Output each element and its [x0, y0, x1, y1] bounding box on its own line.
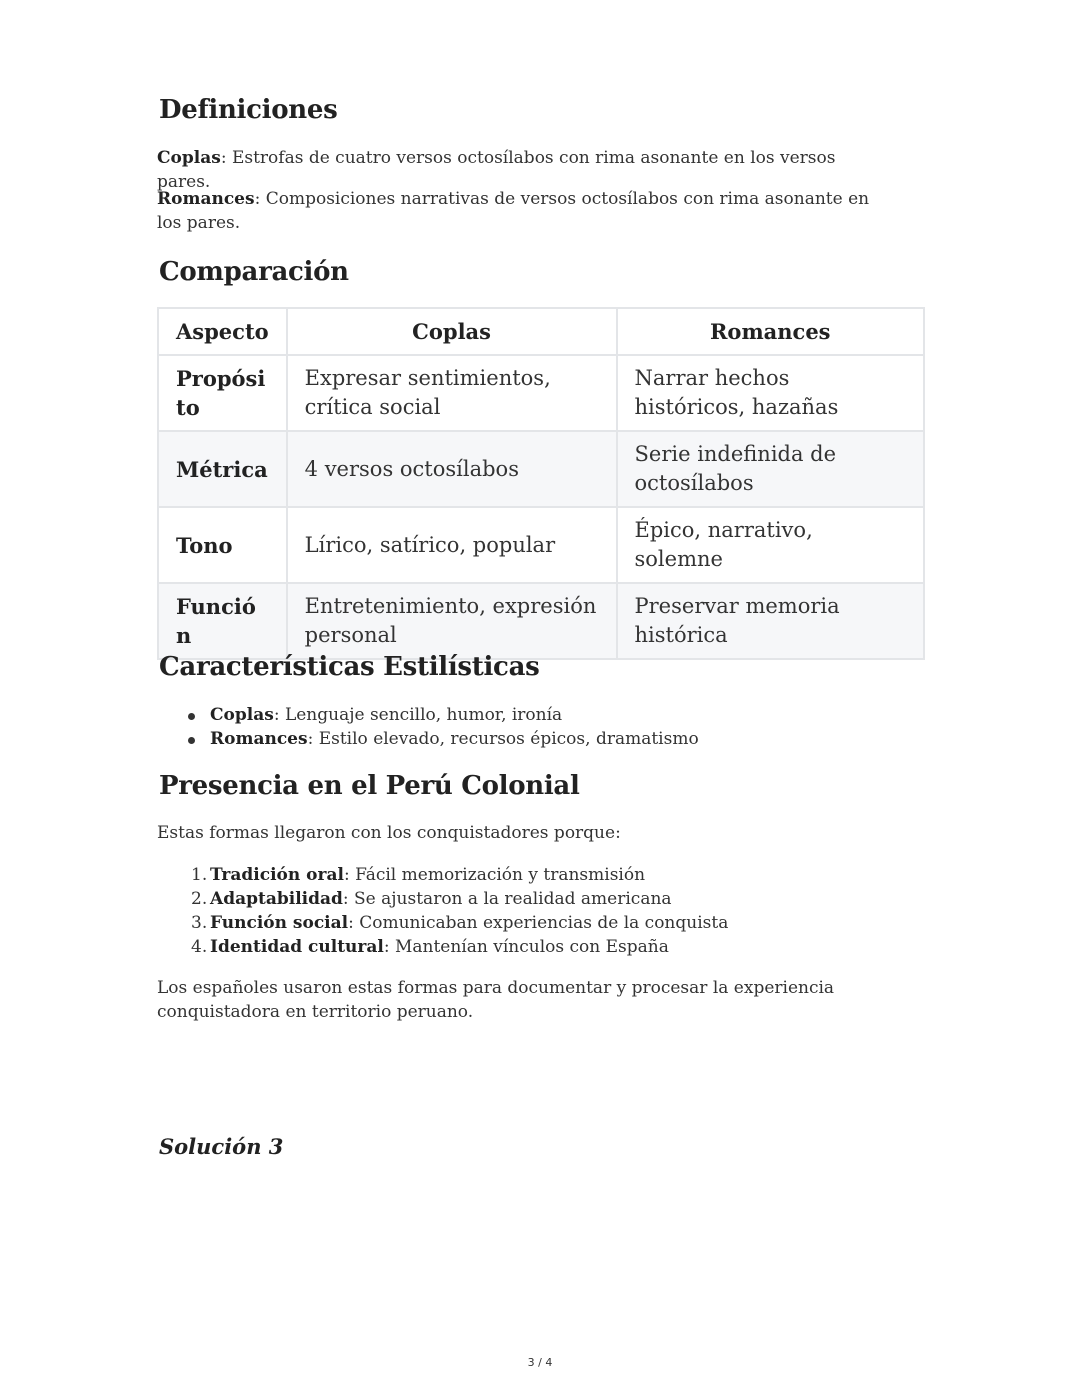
list-item-text: : Estilo elevado, recursos épicos, dramatismo — [307, 729, 699, 749]
stylistic-list — [157, 703, 699, 751]
list-item-term: Función social — [210, 913, 349, 933]
definitions-heading: Definiciones — [159, 95, 338, 125]
table-cell: Preservar memoria histórica — [617, 583, 924, 659]
table-cell: Entretenimiento, expresión personal — [287, 583, 617, 659]
colonial-heading: Presencia en el Perú Colonial — [159, 771, 580, 801]
list-item-text: : Lenguaje sencillo, humor, ironía — [273, 705, 563, 725]
table-cell-aspect: Tono — [158, 507, 287, 583]
page-number: 3 / 4 — [527, 1356, 553, 1369]
table-cell-aspect: Función — [158, 583, 287, 659]
list-item-term: Identidad cultural — [210, 937, 384, 957]
stylistic-heading: Características Estilísticas — [159, 652, 540, 682]
list-item-text: : Comunicaban experiencias de la conquista — [348, 913, 729, 933]
list-item-number: 4. — [191, 937, 208, 957]
list-item-text: : Fácil memorización y transmisión — [343, 865, 646, 885]
table-header: Coplas — [287, 308, 617, 355]
list-item — [157, 911, 728, 935]
romances-term: Romances — [157, 189, 255, 209]
list-item-term: Coplas — [210, 705, 274, 725]
table-cell: Épico, narrativo, solemne — [617, 507, 924, 583]
list-item — [157, 935, 728, 959]
solution-label: Solución 3 — [159, 1134, 284, 1159]
list-item-number: 1. — [191, 865, 208, 885]
table-cell: Narrar hechos históricos, hazañas — [617, 355, 924, 431]
table-cell-aspect: Propósito — [158, 355, 287, 431]
romances-definition — [157, 187, 887, 235]
table-header: Aspecto — [158, 308, 287, 355]
comparison-table — [157, 307, 925, 660]
table-cell: Lírico, satírico, popular — [287, 507, 617, 583]
table-cell: Serie indefinida de octosílabos — [617, 431, 924, 507]
list-item-number: 2. — [191, 889, 208, 909]
table-header: Romances — [617, 308, 924, 355]
list-item-text: : Se ajustaron a la realidad americana — [342, 889, 672, 909]
table-row — [158, 583, 924, 659]
comparison-heading: Comparación — [159, 257, 349, 287]
list-item — [157, 727, 699, 751]
colonial-intro: Estas formas llegaron con los conquistadores porque: — [157, 823, 621, 843]
table-cell-aspect: Métrica — [158, 431, 287, 507]
list-item-text: : Mantenían vínculos con España — [383, 937, 669, 957]
coplas-text: : Estrofas de cuatro versos octosílabos con rima asonante en los versos pares. — [157, 148, 836, 192]
coplas-term: Coplas — [157, 148, 221, 168]
list-item-term: Romances — [210, 729, 308, 749]
list-item-term: Tradición oral — [210, 865, 344, 885]
colonial-list — [157, 863, 728, 959]
list-item-number: 3. — [191, 913, 208, 933]
list-item — [157, 887, 728, 911]
table-cell: 4 versos octosílabos — [287, 431, 617, 507]
list-item — [157, 863, 728, 887]
table-cell: Expresar sentimientos, crítica social — [287, 355, 617, 431]
list-item — [157, 703, 699, 727]
table-header-row — [158, 308, 924, 355]
colonial-closing: Los españoles usaron estas formas para documentar y procesar la experiencia conquistadora en territorio peruano. — [157, 978, 835, 1022]
table-row — [158, 355, 924, 431]
romances-text: : Composiciones narrativas de versos octosílabos con rima asonante en los pares. — [157, 189, 870, 233]
table-row — [158, 431, 924, 507]
list-item-term: Adaptabilidad — [210, 889, 343, 909]
table-row — [158, 507, 924, 583]
